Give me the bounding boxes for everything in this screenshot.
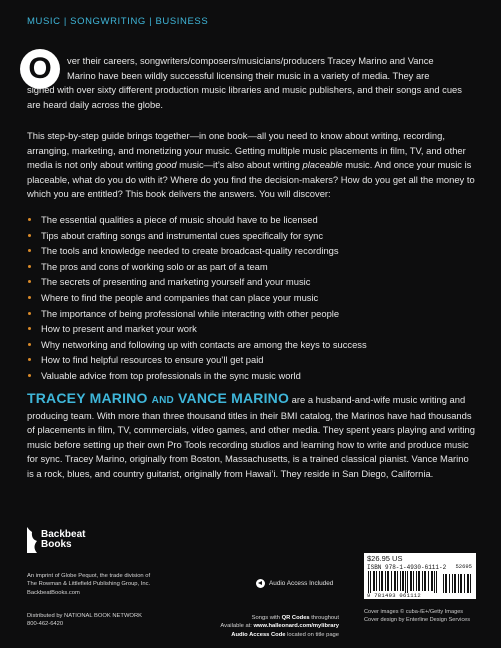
cover-credits (364, 608, 484, 625)
intro-rest: signed with over sixty different production music libraries and music publishers, and their songs and cues are heard daily across the globe. (27, 84, 462, 110)
author-name-2: VANCE MARINO (178, 390, 290, 406)
list-item-text: The essential qualities a piece of music should have to be licensed (41, 214, 318, 225)
desc-part-1: This step-by-step guide brings together—in one book—all you need to know about writing, recording, arranging, marketing, and monetizing your music. Getting multiple music placements in film, TV, and other media is not only about writing (27, 130, 466, 171)
list-item (27, 337, 475, 353)
drop-cap: O (20, 49, 60, 89)
barcode-digits: 9 781493 061112 (367, 592, 422, 599)
bullet-dot-icon (28, 312, 31, 315)
speaker-icon (256, 579, 265, 588)
list-item-text: The tools and knowledge needed to create broadcast-quality recordings (41, 245, 339, 257)
list-item (27, 352, 475, 368)
author-and: AND (151, 395, 174, 406)
list-item-text: Where to find the people and companies that can place your music (41, 291, 319, 303)
desc-placeable: placeable (302, 159, 343, 171)
logo-wordmark (41, 530, 85, 550)
bullet-dot-icon (28, 234, 31, 237)
price-label: $26.95 US (367, 554, 403, 563)
list-item (27, 368, 475, 384)
list-item (27, 274, 475, 290)
price-addon-code: 52695 (455, 563, 472, 570)
author-bio (27, 391, 477, 482)
credit-images: Cover images © cuba-/E+/Getty Images (364, 609, 464, 615)
desc-part-2: music—it’s also about writing (176, 159, 303, 171)
backbeat-logo-icon (25, 527, 39, 553)
desc-good: good (155, 159, 177, 171)
distributor-phone: 800-462-6420 (27, 621, 64, 628)
credit-design: Cover design by Enterline Design Services (364, 617, 471, 624)
list-item (27, 321, 475, 337)
publisher-logo (25, 527, 85, 553)
imprint-line-1: An imprint of Globe Pequot, the trade division of (27, 573, 151, 579)
list-item-text: The importance of being professional while interacting with other people (41, 307, 340, 319)
author-names (27, 390, 289, 406)
list-item-text: The pros and cons of working solo or as part of a team (41, 260, 268, 272)
author-bio-text: are a husband-and-wife music writing and producing team. With more than three thousand titles in their BMI catalog, the Marinos have had thousands of placements in film, TV, commercials, video games, and other media. They spent years playing and writing music before setting up their own Pro Tools recording studios and learning how to write and produce music for sync. Tracey Marino, originally from Boston, Massachusetts, is a trained classical pianist. Vance Marino is a rock, blues, and country guitarist, originally from Hawai’i. They reside in San Diego, California. (27, 394, 475, 479)
list-item-text: The secrets of presenting and marketing yourself and your music (41, 276, 311, 288)
qr-line-3: Audio Access Code located on title page (231, 631, 339, 638)
imprint-line-2: The Rowman & Littlefield Publishing Group, Inc. (27, 581, 151, 588)
bullet-dot-icon (28, 265, 31, 268)
list-item (27, 259, 475, 275)
category-line: MUSIC | SONGWRITING | BUSINESS (27, 16, 209, 27)
publisher-website: BackbeatBooks.com (27, 589, 80, 596)
list-item (27, 212, 475, 228)
isbn-label: ISBN 978-1-4930-6111-2 (367, 564, 447, 571)
bullet-dot-icon (28, 280, 31, 283)
audio-badge-label: Audio Access Included (269, 580, 334, 587)
list-item (27, 243, 475, 259)
intro-paragraph (27, 54, 475, 112)
list-item-text: Tips about crafting songs and instrumental cues specifically for sync (41, 229, 324, 241)
barcode-icon (367, 571, 473, 593)
qr-line-2: Available at: www.halleonard.com/mylibrary (220, 623, 339, 630)
bullet-dot-icon (28, 327, 31, 330)
intro-line-1: ver their careers, songwriters/composers/musicians/producers Tracey Marino and Vance (67, 55, 434, 66)
audio-access-info (139, 614, 339, 639)
list-item (27, 290, 475, 306)
description-paragraph (27, 129, 475, 202)
list-item (27, 306, 475, 322)
bullet-dot-icon (28, 374, 31, 377)
barcode-box (364, 553, 476, 599)
logo-line-1: Backbeat (41, 529, 86, 540)
list-item (27, 228, 475, 244)
qr-line-1: Songs with QR Codes throughout (251, 615, 339, 621)
feature-list (27, 212, 475, 384)
bullet-dot-icon (28, 343, 31, 346)
bullet-dot-icon (28, 218, 31, 221)
distributor-line: Distributed by NATIONAL BOOK NETWORK (27, 613, 142, 619)
bullet-dot-icon (28, 249, 31, 252)
list-item-text: Valuable advice from top professionals in the sync music world (41, 369, 301, 381)
logo-line-2: Books (41, 539, 72, 550)
bullet-dot-icon (28, 296, 31, 299)
intro-line-2: Marino have been wildly successful licensing their music in a variety of media. They are (67, 69, 430, 81)
list-item-text: How to present and market your work (41, 323, 197, 335)
bullet-dot-icon (28, 358, 31, 361)
audio-access-badge (256, 579, 333, 588)
imprint-info (27, 572, 227, 597)
list-item-text: How to find helpful resources to ensure you’ll get paid (41, 354, 264, 366)
desc-part-3: music. And once your music is placeable, what do you do with it? Where do you find the decision-makers? How do you get all the money to which you are entitled? This book delivers the answers. You will discover: (27, 159, 475, 200)
list-item-text: Why networking and following up with contacts are among the keys to success (41, 338, 367, 350)
author-name-1: TRACEY MARINO (27, 390, 148, 406)
